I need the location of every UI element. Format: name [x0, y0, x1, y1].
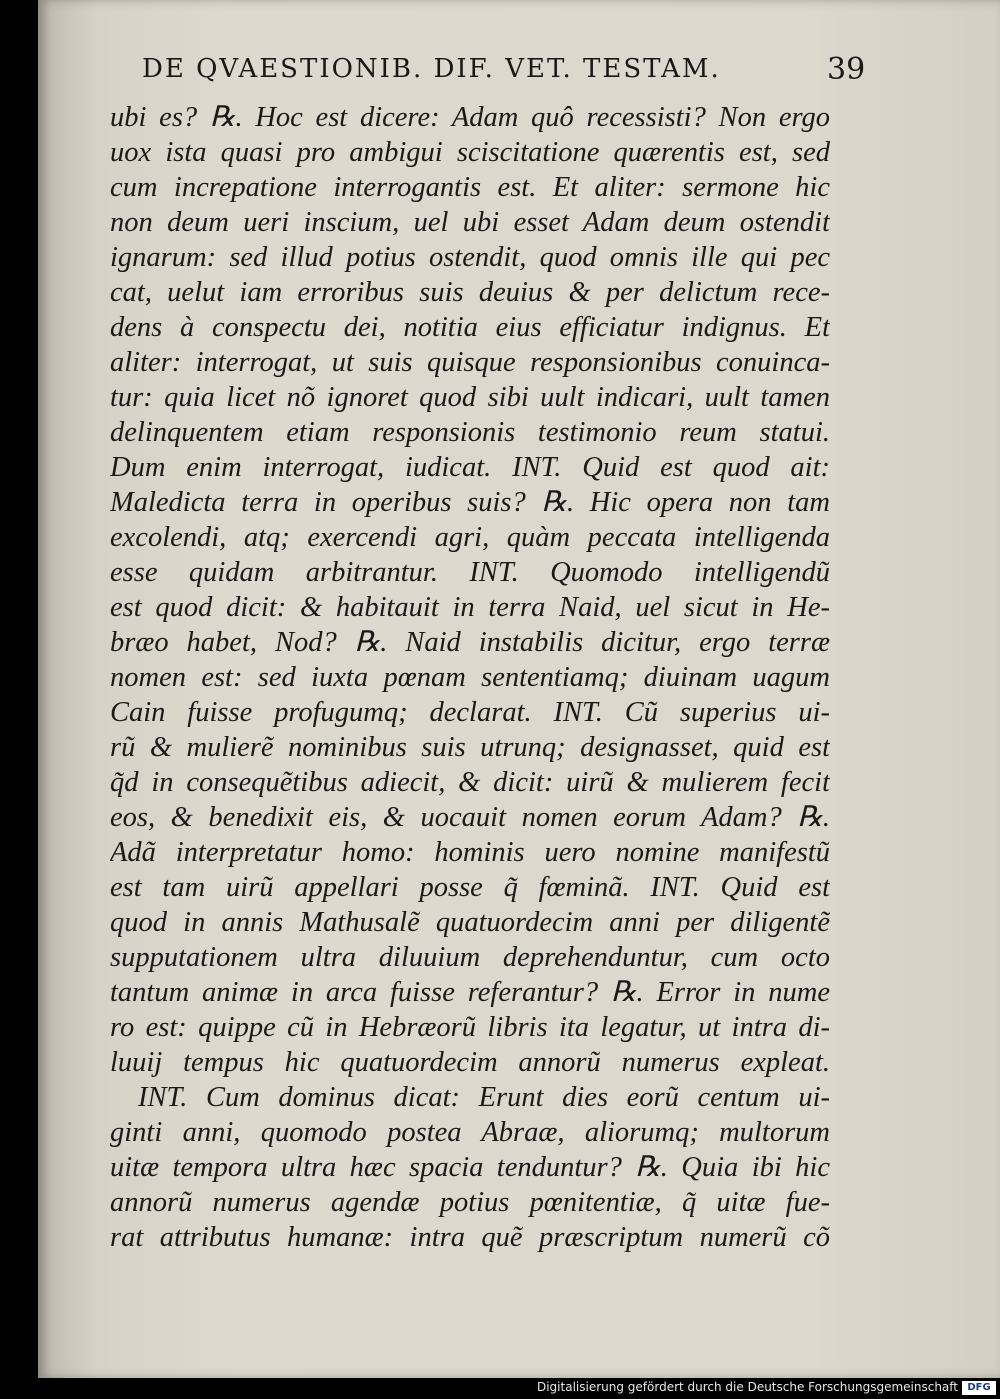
text-line: ubi es? ℞. Hoc est dicere: Adam quô recessisti? Non ergo [110, 102, 830, 133]
text-line: rũ & mulierẽ nominibus suis utrunq; designasset, quid est [110, 732, 830, 763]
dfg-logo-icon: DFG [962, 1381, 996, 1395]
page-number: 39 [827, 52, 866, 87]
text-line: est tam uirũ appellari posse q̃ fœminã. INT. Quid est [110, 872, 830, 903]
text-line: uox ista quasi pro ambigui sciscitatione quærentis est, sed [110, 137, 830, 168]
text-line: annorũ numerus agendæ potius pœnitentiæ, q̃ uitæ fue- [110, 1187, 830, 1218]
text-line: Cain fuisse profugumq; declarat. INT. Cũ superius ui- [110, 697, 830, 728]
text-line: rat attributus humanæ: intra quẽ præscriptum numerũ cõ [110, 1222, 830, 1253]
body-text [110, 100, 830, 1255]
running-head: DE QVAESTIONIB. DIF. VET. TESTAM. [142, 54, 721, 84]
text-line: luuij tempus hic quatuordecim annorũ numerus expleat. [110, 1047, 830, 1078]
text-line: Maledicta terra in operibus suis? ℞. Hic opera non tam [110, 487, 830, 518]
footer-credit: Digitalisierung gefördert durch die Deutsche Forschungsgemeinschaft [536, 1380, 958, 1394]
text-line: non deum ueri inscium, uel ubi esset Adam deum ostendit [110, 207, 830, 238]
text-line: cat, uelut iam erroribus suis deuius & per delictum rece- [110, 277, 830, 308]
text-line: q̃d in consequẽtibus adiecit, & dicit: uirũ & mulierem fecit [110, 767, 830, 798]
digitization-footer [0, 1378, 1000, 1399]
text-line: cum increpatione interrogantis est. Et aliter: sermone hic [110, 172, 830, 203]
text-line: tantum animæ in arca fuisse referantur? ℞. Error in nume [110, 977, 830, 1008]
text-line: aliter: interrogat, ut suis quisque responsionibus conuinca- [110, 347, 830, 378]
text-line: nomen est: sed iuxta pœnam sententiamq; diuinam uagum [110, 662, 830, 693]
text-line: ro est: quippe cũ in Hebræorũ libris ita legatur, ut intra di- [110, 1012, 830, 1043]
text-line: est quod dicit: & habitauit in terra Naid, uel sicut in He- [110, 592, 830, 623]
text-line: INT. Cum dominus dicat: Erunt dies eorũ centum ui- [138, 1082, 830, 1113]
text-line: dens à conspectu dei, notitia eius efficiatur indignus. Et [110, 312, 830, 343]
text-line: uitæ tempora ultra hæc spacia tenduntur? ℞. Quia ibi hic [110, 1152, 830, 1183]
text-line: eos, & benedixit eis, & uocauit nomen eorum Adam? ℞. [110, 802, 830, 833]
text-line: delinquentem etiam responsionis testimonio reum statui. [110, 417, 830, 448]
text-line: ginti anni, quomodo postea Abraæ, aliorumq; multorum [110, 1117, 830, 1148]
text-line: quod in annis Mathusalẽ quatuordecim anni per diligentẽ [110, 907, 830, 938]
text-line: ignarum: sed illud potius ostendit, quod omnis ille qui pec [110, 242, 830, 273]
text-line: esse quidam arbitrantur. INT. Quomodo intelligendũ [110, 557, 830, 588]
text-line: excolendi, atq; exercendi agri, quàm peccata intelligenda [110, 522, 830, 553]
text-line: Adã interpretatur homo: hominis uero nomine manifestũ [110, 837, 830, 868]
text-line: supputationem ultra diluuium deprehenduntur, cum octo [110, 942, 830, 973]
text-line: tur: quia licet nõ ignoret quod sibi uult indicari, uult tamen [110, 382, 830, 413]
text-line: Dum enim interrogat, iudicat. INT. Quid est quod ait: [110, 452, 830, 483]
text-line: bræo habet, Nod? ℞. Naid instabilis dicitur, ergo terræ [110, 627, 830, 658]
book-page [38, 0, 1000, 1378]
